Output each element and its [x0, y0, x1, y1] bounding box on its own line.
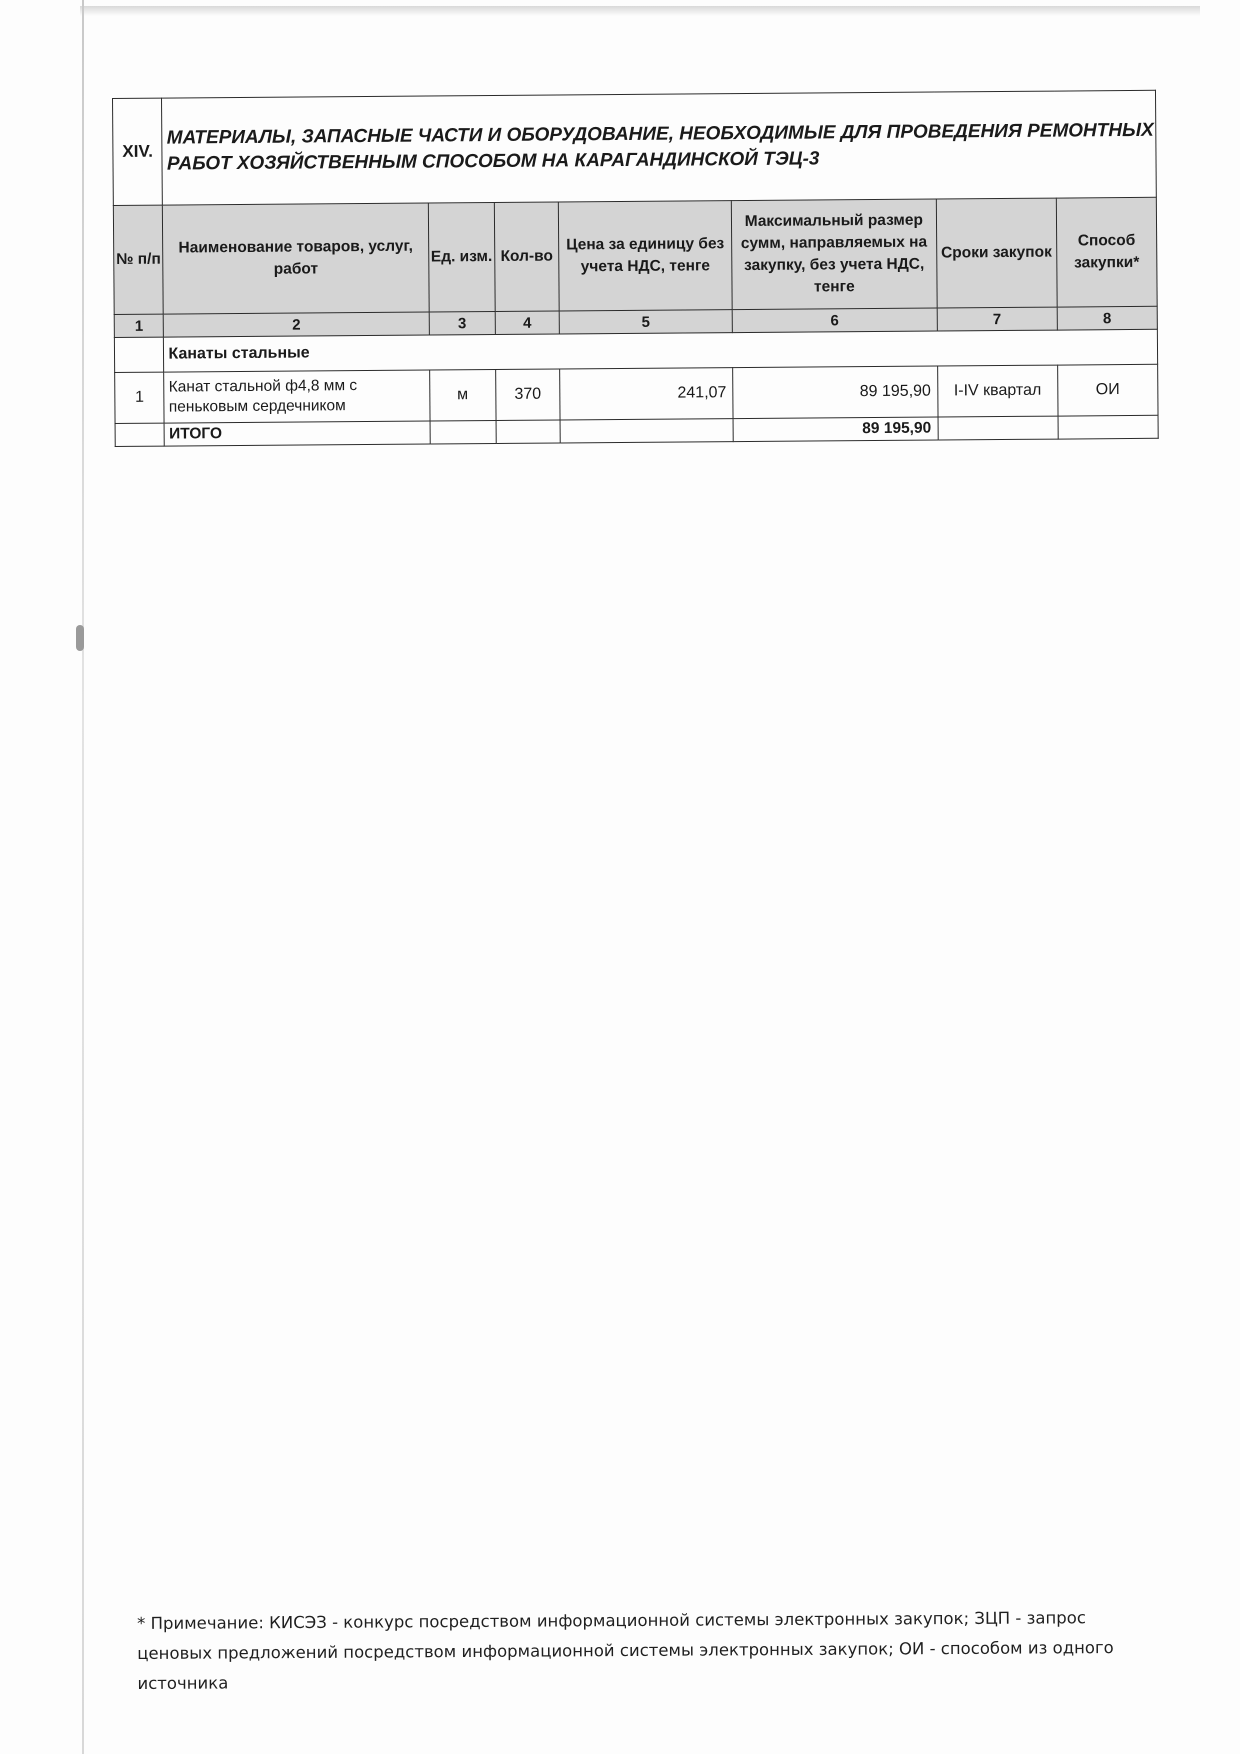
table-row	[115, 364, 1158, 423]
column-number: 8	[1057, 306, 1157, 330]
column-header-row	[113, 197, 1157, 314]
row-item-name: Канат стальной ф4,8 мм с пеньковым сердечником	[164, 370, 430, 423]
column-number: 1	[114, 314, 164, 337]
total-label: ИТОГО	[164, 421, 429, 446]
total-amount: 89 195,90	[733, 417, 938, 442]
header-period: Сроки закупок	[936, 198, 1057, 308]
total-empty-cell	[560, 419, 733, 443]
group-label: Канаты стальные	[164, 329, 1158, 372]
section-number: XIV.	[113, 98, 163, 205]
header-name: Наименование товаров, услуг, работ	[163, 203, 429, 314]
total-empty-cell	[938, 416, 1058, 440]
binding-notch	[76, 625, 84, 651]
row-price: 241,07	[560, 368, 733, 420]
total-empty-cell	[1058, 415, 1158, 439]
header-qty: Кол-во	[494, 202, 559, 311]
column-number: 4	[495, 311, 559, 335]
section-title: МАТЕРИАЛЫ, ЗАПАСНЫЕ ЧАСТИ И ОБОРУДОВАНИЕ, НЕОБХОДИМЫЕ ДЛЯ ПРОВЕДЕНИЯ РЕМОНТНЫХ РАБОТ ХОЗЯЙСТВЕННЫМ СПОСОБОМ НА КАРАГАНДИНСКОЙ ТЭЦ-3	[162, 90, 1156, 205]
header-amount: Максимальный размер сумм, направляемых на закупку, без учета НДС, тенге	[731, 199, 936, 310]
group-empty-cell	[114, 337, 164, 372]
column-number: 5	[559, 310, 732, 334]
row-period: I-IV квартал	[937, 365, 1058, 417]
header-price: Цена за единицу без учета НДС, тенге	[558, 201, 732, 311]
header-unit: Ед. изм.	[428, 203, 495, 313]
footnote: * Примечание: КИСЭЗ - конкурс посредством информационной системы электронных закупок; ЗЦП - запрос ценовых предложений посредством информационной системы электронных закупок; ОИ - способом из одного источника	[137, 1608, 1114, 1693]
column-number: 6	[732, 308, 937, 333]
header-method: Способ закупки*	[1056, 197, 1157, 307]
column-number: 7	[937, 307, 1057, 331]
row-amount: 89 195,90	[733, 366, 938, 419]
total-empty-cell	[496, 420, 560, 444]
row-method: ОИ	[1057, 364, 1158, 416]
page-top-shadow	[80, 6, 1200, 16]
page-left-edge	[82, 0, 84, 1754]
row-number: 1	[115, 372, 165, 423]
section-header-row	[113, 90, 1157, 205]
total-empty-cell	[115, 423, 165, 446]
procurement-table	[112, 90, 1159, 447]
row-unit: м	[429, 369, 496, 421]
column-number: 3	[429, 311, 495, 335]
column-number: 2	[164, 312, 429, 337]
header-index: № п/п	[113, 205, 163, 314]
total-empty-cell	[430, 420, 496, 444]
row-qty: 370	[496, 369, 560, 421]
